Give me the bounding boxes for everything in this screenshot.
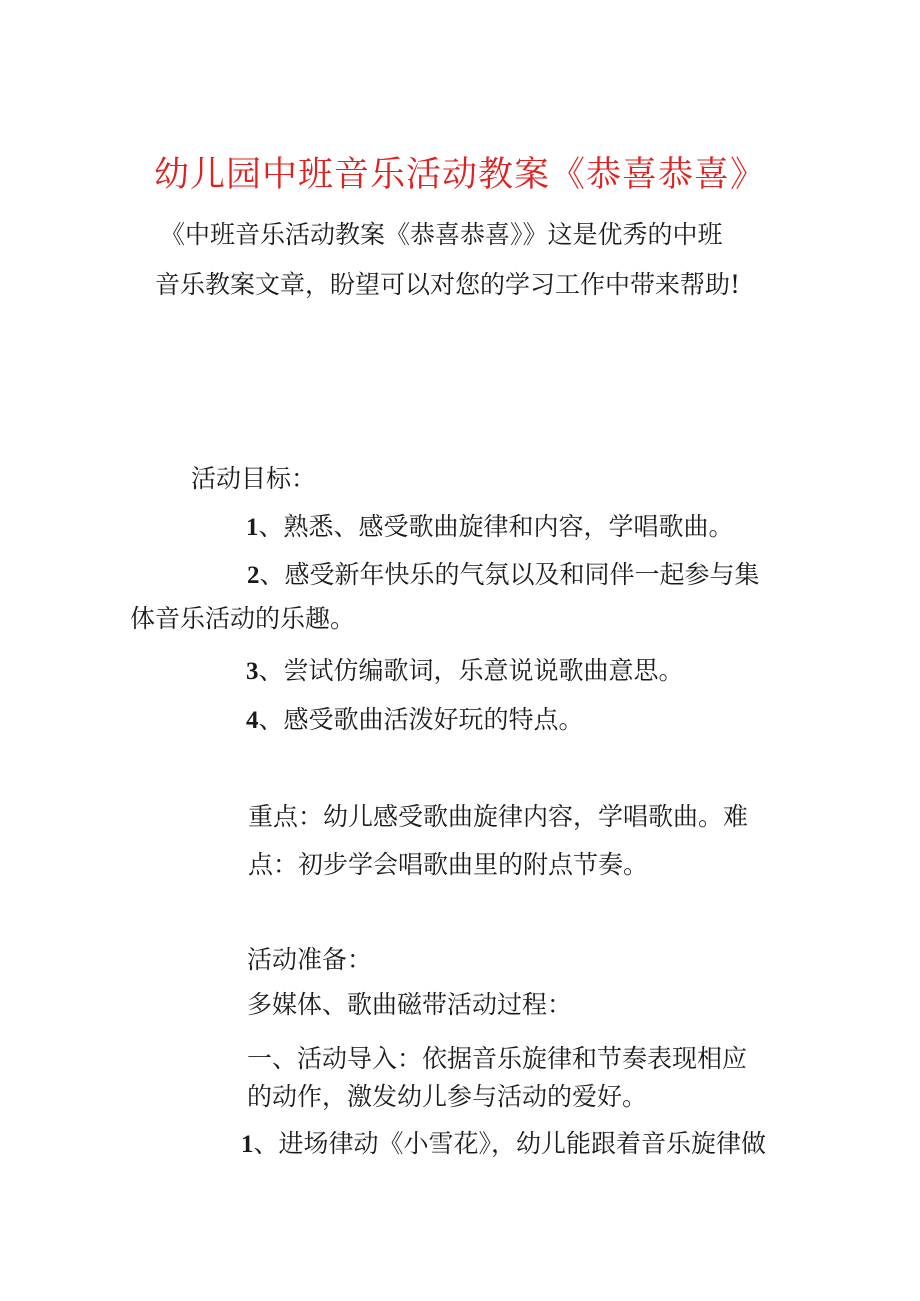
goal-item-1 — [246, 512, 734, 543]
key-points-line-2: 点：初步学会唱歌曲里的附点节奏。 — [248, 850, 649, 879]
process-step-1-line-1: 一、活动导入：依据音乐旋律和节奏表现相应 — [247, 1044, 748, 1073]
goal-number: 2 — [247, 562, 260, 589]
preparation-line: 多媒体、歌曲磁带活动过程： — [247, 990, 573, 1019]
sub-item-number: 1 — [241, 1131, 254, 1158]
key-points-line-1: 重点：幼儿感受歌曲旋律内容，学唱歌曲。难 — [248, 802, 749, 831]
goal-text: 、熟悉、感受歌曲旋律和内容，学唱歌曲。 — [258, 512, 734, 541]
goal-number: 1 — [246, 514, 259, 541]
document-title: 幼儿园中班音乐活动教案《恭喜恭喜》 — [153, 155, 766, 195]
goal-number: 4 — [246, 707, 259, 734]
preparation-heading: 活动准备： — [247, 945, 373, 974]
goal-item-3 — [246, 656, 684, 687]
intro-line-1: 《中班音乐活动教案《恭喜恭喜》》这是优秀的中班 — [160, 220, 723, 249]
goal-item-2 — [247, 560, 760, 591]
intro-line-2: 音乐教案文章，盼望可以对您的学习工作中带来帮助! — [155, 270, 741, 299]
goal-text: 、尝试仿编歌词，乐意说说歌曲意思。 — [258, 656, 684, 685]
process-step-1-line-2: 的动作，激发幼儿参与活动的爱好。 — [247, 1082, 648, 1111]
goal-text: 、感受歌曲活泼好玩的特点。 — [258, 705, 584, 734]
goals-heading: 活动目标： — [191, 464, 317, 493]
goal-item-4 — [246, 705, 584, 736]
sub-item-text: 、进场律动《小雪花》，幼儿能跟着音乐旋律做 — [253, 1129, 767, 1158]
goal-item-2-continued: 体音乐活动的乐趣。 — [130, 604, 356, 633]
goal-number: 3 — [246, 658, 259, 685]
goal-text: 、感受新年快乐的气氛以及和同伴一起参与集 — [259, 560, 760, 589]
process-sub-item-1 — [241, 1129, 766, 1160]
